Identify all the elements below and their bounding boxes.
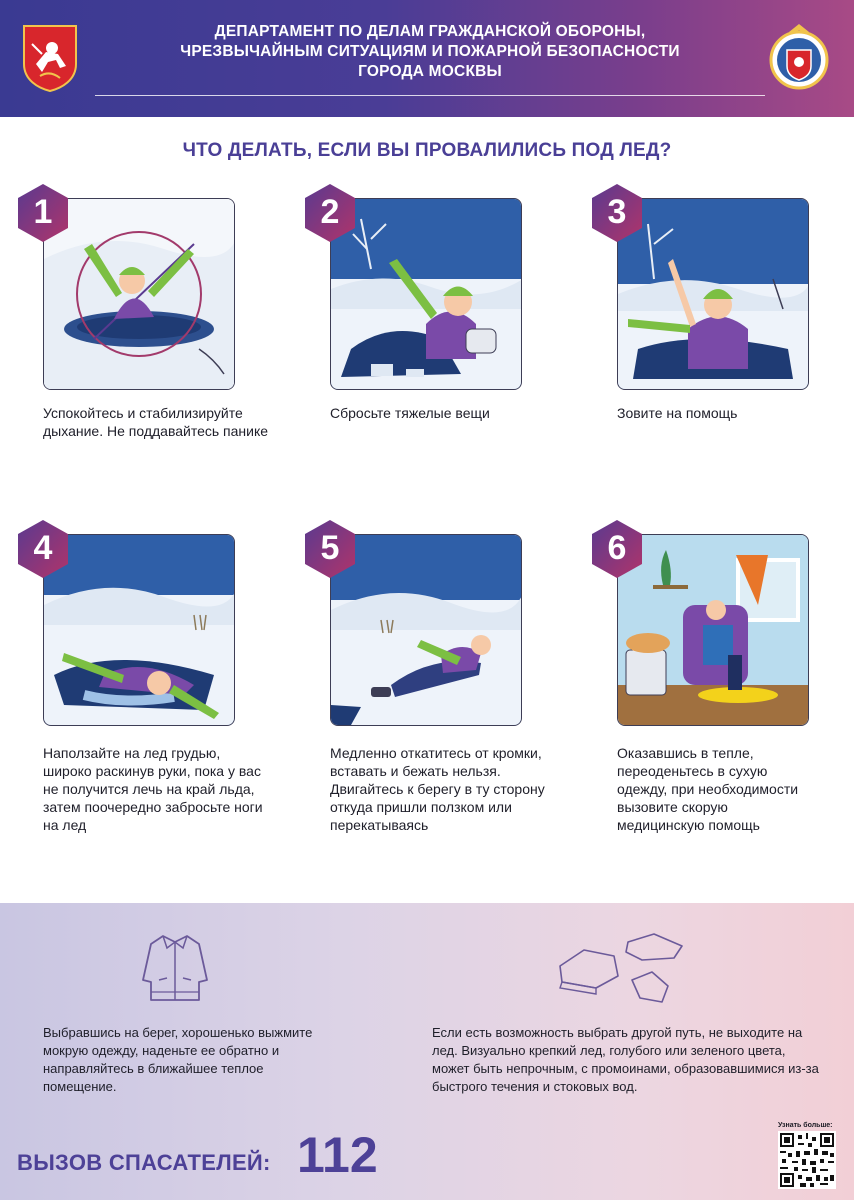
step-illustration <box>330 198 522 390</box>
step-number: 6 <box>607 529 627 567</box>
step-description: Медленно откатитесь от кромки, вставать и бежать нельзя. Двигайтесь к берегу в ту сторону откуда пришли ползком или перекатываясь <box>330 745 545 833</box>
step-number: 4 <box>33 529 53 567</box>
step-illustration <box>330 534 522 726</box>
header-title-line: ГОРОДА МОСКВЫ <box>358 63 502 80</box>
step-illustration <box>617 534 809 726</box>
page-title: ЧТО ДЕЛАТЬ, ЕСЛИ ВЫ ПРОВАЛИЛИСЬ ПОД ЛЕД? <box>182 140 672 161</box>
step-number-badge <box>304 519 356 579</box>
qr-caption: Узнать больше: <box>778 1122 833 1129</box>
step-description: Зовите на помощь <box>617 405 738 421</box>
header-title-line: ЧРЕЗВЫЧАЙНЫМ СИТУАЦИЯМ И ПОЖАРНОЙ БЕЗОПАСНОСТИ <box>180 43 680 60</box>
step-number: 5 <box>320 529 340 567</box>
mchs-emblem-icon <box>767 20 831 96</box>
step-number-badge <box>17 183 69 243</box>
step-number-badge <box>591 519 643 579</box>
qr-code-icon[interactable] <box>778 1131 836 1189</box>
jacket-icon <box>137 930 213 1011</box>
rescue-call-label: ВЫЗОВ СПАСАТЕЛЕЙ: <box>17 1150 271 1175</box>
step-number: 3 <box>607 193 627 231</box>
step-number-badge <box>591 183 643 243</box>
step-description: Наползайте на лед грудью, широко раскинув руки, пока у вас не получится лечь на край льда, затем поочередно забросьте ноги на лед <box>43 745 263 833</box>
step-illustration <box>43 198 235 390</box>
ice-floes-icon <box>556 932 686 1012</box>
step-description: Сбросьте тяжелые вещи <box>330 405 490 421</box>
rescue-call-number: 112 <box>297 1127 378 1183</box>
header-title-line: ДЕПАРТАМЕНТ ПО ДЕЛАМ ГРАЖДАНСКОЙ ОБОРОНЫ, <box>214 23 646 40</box>
step-description: Успокойтесь и стабилизируйте дыхание. Не поддавайтесь панике <box>43 405 269 439</box>
step-illustration <box>43 534 235 726</box>
moscow-coat-of-arms-icon <box>22 24 78 92</box>
step-illustration <box>617 198 809 390</box>
step-number-badge <box>304 183 356 243</box>
tip-left: Выбравшись на берег, хорошенько выжмите мокрую одежду, наденьте ее обратно и направляйтесь в ближайшее теплое помещение. <box>43 1025 313 1094</box>
step-number: 2 <box>320 193 340 231</box>
header-divider <box>95 95 765 96</box>
tip-right: Если есть возможность выбрать другой путь, не выходите на лед. Визуально крепкий лед, голубого или зеленого цвета, может быть непрочным, с промоинами, образовавшимися из-за быстрого течения и стоковых вод. <box>432 1025 819 1094</box>
step-description: Оказавшись в тепле, переоденьтесь в сухую одежду, при необходимости вызовите скорую медицинскую помощь <box>617 745 799 833</box>
header-banner <box>0 0 854 117</box>
step-number: 1 <box>33 193 53 231</box>
step-number-badge <box>17 519 69 579</box>
header-title <box>140 22 720 82</box>
